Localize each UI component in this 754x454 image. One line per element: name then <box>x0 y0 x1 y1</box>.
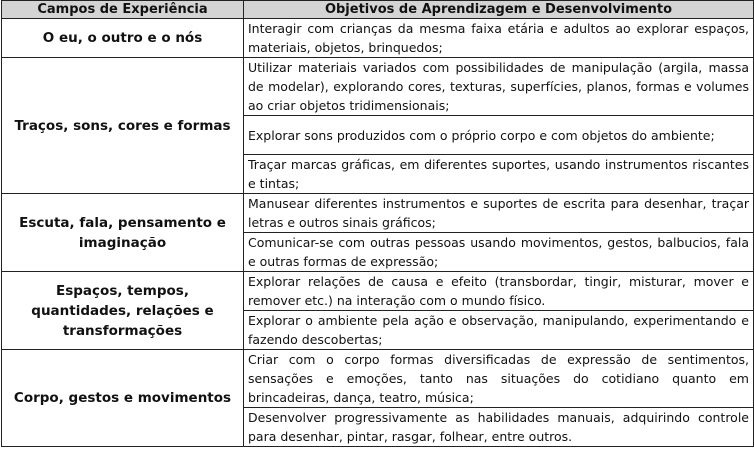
objective-cell: Desenvolver progressivamente as habilidades manuais, adquirindo controle para desenhar, pintar, rasgar, folhear, entre outros. <box>244 408 754 447</box>
objectives-table <box>1 0 754 447</box>
objective-cell: Explorar sons produzidos com o próprio corpo e com objetos do ambiente; <box>244 116 754 155</box>
header-objectives: Objetivos de Aprendizagem e Desenvolvimento <box>244 1 754 19</box>
objective-cell: Explorar o ambiente pela ação e observação, manipulando, experimentando e fazendo descobertas; <box>244 311 754 350</box>
table-row <box>2 194 754 233</box>
header-fields: Campos de Experiência <box>2 1 244 19</box>
objective-cell: Utilizar materiais variados com possibilidades de manipulação (argila, massa de modelar), explorando cores, texturas, superfícies, planos, formas e volumes ao criar objetos tridimensionais; <box>244 58 754 116</box>
objective-cell: Criar com o corpo formas diversificadas de expressão de sentimentos, sensações e emoções, tanto nas situações do cotidiano quanto em brincadeiras, dança, teatro, música; <box>244 350 754 408</box>
table-header-row <box>2 1 754 19</box>
objective-cell: Interagir com crianças da mesma faixa etária e adultos ao explorar espaços, materiais, objetos, brinquedos; <box>244 19 754 58</box>
table-row <box>2 272 754 311</box>
field-corpo-gestos: Corpo, gestos e movimentos <box>2 350 244 447</box>
objective-cell: Explorar relações de causa e efeito (transbordar, tingir, misturar, mover e remover etc.) na interação com o mundo físico. <box>244 272 754 311</box>
table-row <box>2 350 754 408</box>
table-row <box>2 58 754 116</box>
field-espacos-tempos: Espaços, tempos, quantidades, relações e transformações <box>2 272 244 350</box>
table-row <box>2 19 754 58</box>
objective-cell: Manusear diferentes instrumentos e suportes de escrita para desenhar, traçar letras e outros sinais gráficos; <box>244 194 754 233</box>
objective-cell: Traçar marcas gráficas, em diferentes suportes, usando instrumentos riscantes e tintas; <box>244 155 754 194</box>
field-escuta-fala: Escuta, fala, pensamento e imaginação <box>2 194 244 272</box>
objective-cell: Comunicar-se com outras pessoas usando movimentos, gestos, balbucios, fala e outras formas de expressão; <box>244 233 754 272</box>
field-tracos-sons-cores-formas: Traços, sons, cores e formas <box>2 58 244 194</box>
field-eu-outro-nos: O eu, o outro e o nós <box>2 19 244 58</box>
